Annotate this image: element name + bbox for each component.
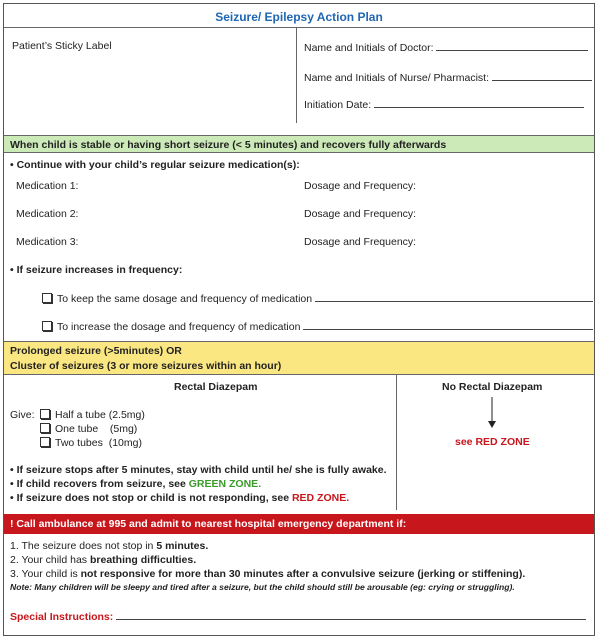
red-zone-heading: ! Call ambulance at 995 and admit to nearest hospital emergency department if: (10, 518, 407, 530)
dosage-2-label[interactable]: Dosage and Frequency: (304, 208, 417, 220)
give-label: Give: (10, 409, 35, 421)
red-zone-header (4, 514, 594, 534)
seizure-stops-text: • If seizure stops after 5 minutes, stay with child until he/ she is fully awake. (10, 464, 387, 476)
item-bold-text: not responsive for more than 30 minutes after a convulsive seizure (jerking or stiffening). (80, 568, 526, 580)
yellow-zone-header (4, 341, 594, 375)
special-instructions-label: Special Instructions: (10, 611, 114, 623)
checkbox[interactable] (42, 321, 52, 331)
option-keep-line[interactable] (315, 291, 593, 302)
checkbox[interactable] (40, 423, 50, 433)
option-increase-label: To increase the dosage and frequency of medication (57, 321, 301, 333)
yellow-heading-line1: Prolonged seizure (>5minutes) OR (10, 345, 182, 357)
option-increase-dosage[interactable] (42, 319, 593, 333)
divider (4, 27, 594, 28)
nurse-input-line[interactable] (492, 70, 592, 81)
medication-2-label[interactable]: Medication 2: (16, 208, 79, 220)
option-increase-line[interactable] (303, 319, 593, 330)
dosage-1-label[interactable]: Dosage and Frequency: (304, 180, 417, 192)
medication-1-label[interactable]: Medication 1: (16, 180, 79, 192)
rectal-diazepam-title: Rectal Diazepam (174, 381, 258, 393)
special-instructions-line[interactable] (116, 609, 586, 620)
dosage-3-label[interactable]: Dosage and Frequency: (304, 236, 417, 248)
dose-one-tube[interactable] (40, 423, 137, 435)
doctor-input-line[interactable] (436, 40, 588, 51)
nurse-field[interactable] (304, 70, 592, 84)
red-zone-note: Note: Many children will be sleepy and tired after a seizure, but the child should still be arousable (eg: crying or struggling). (10, 582, 515, 592)
date-label: Initiation Date: (304, 99, 372, 111)
dose-label: Two tubes (10mg) (55, 437, 142, 449)
medication-3-label[interactable]: Medication 3: (16, 236, 79, 248)
item-text: 3. Your child is (10, 568, 78, 580)
date-field[interactable] (304, 97, 584, 111)
not-stop-label: • If seizure does not stop or child is not responding, see (10, 492, 290, 504)
nurse-label: Name and Initials of Nurse/ Pharmacist: (304, 72, 489, 84)
red-item-1 (10, 540, 208, 552)
page-title: Seizure/ Epilepsy Action Plan (215, 10, 383, 24)
date-input-line[interactable] (374, 97, 584, 108)
green-zone-header (4, 135, 594, 153)
item-bold-text: 5 minutes. (156, 540, 209, 552)
option-keep-label: To keep the same dosage and frequency of medication (57, 293, 313, 305)
red-item-2 (10, 554, 196, 566)
yellow-heading-line2: Cluster of seizures (3 or more seizures within an hour) (10, 360, 282, 372)
divider (296, 27, 297, 123)
checkbox[interactable] (40, 409, 50, 419)
recovers-label: • If child recovers from seizure, see (10, 478, 186, 490)
dose-label: One tube (5mg) (55, 423, 138, 435)
continue-medication-label: • Continue with your child’s regular seizure medication(s): (10, 159, 300, 171)
no-rectal-diazepam-title: No Rectal Diazepam (442, 381, 543, 393)
checkbox[interactable] (42, 293, 52, 303)
red-zone-link[interactable]: RED ZONE. (291, 492, 350, 504)
down-arrow-icon (486, 397, 498, 429)
option-keep-dosage[interactable] (42, 291, 593, 305)
green-zone-heading: When child is stable or having short seizure (< 5 minutes) and recovers fully afterwards (10, 139, 447, 151)
see-label: see (455, 436, 473, 448)
item-bold-text: breathing difficulties. (89, 554, 197, 566)
checkbox[interactable] (40, 437, 50, 447)
sticky-label: Patient’s Sticky Label (12, 40, 112, 52)
action-plan-form (3, 3, 595, 636)
item-text: 1. The seizure does not stop in (10, 540, 154, 552)
doctor-field[interactable] (304, 40, 588, 54)
red-item-3 (10, 568, 525, 580)
not-stop-text (10, 492, 349, 504)
dose-half-tube[interactable] (40, 409, 145, 421)
child-recovers-text (10, 478, 261, 490)
doctor-label: Name and Initials of Doctor: (304, 42, 434, 54)
see-red-zone (455, 436, 530, 448)
dose-label: Half a tube (2.5mg) (55, 409, 145, 421)
green-zone-link[interactable]: GREEN ZONE. (188, 478, 262, 490)
special-instructions-field[interactable] (10, 609, 586, 623)
red-zone-link[interactable]: RED ZONE (475, 436, 530, 448)
item-text: 2. Your child has (10, 554, 88, 566)
divider (396, 375, 397, 510)
dose-two-tubes[interactable] (40, 437, 142, 449)
increase-frequency-label: • If seizure increases in frequency: (10, 264, 183, 276)
